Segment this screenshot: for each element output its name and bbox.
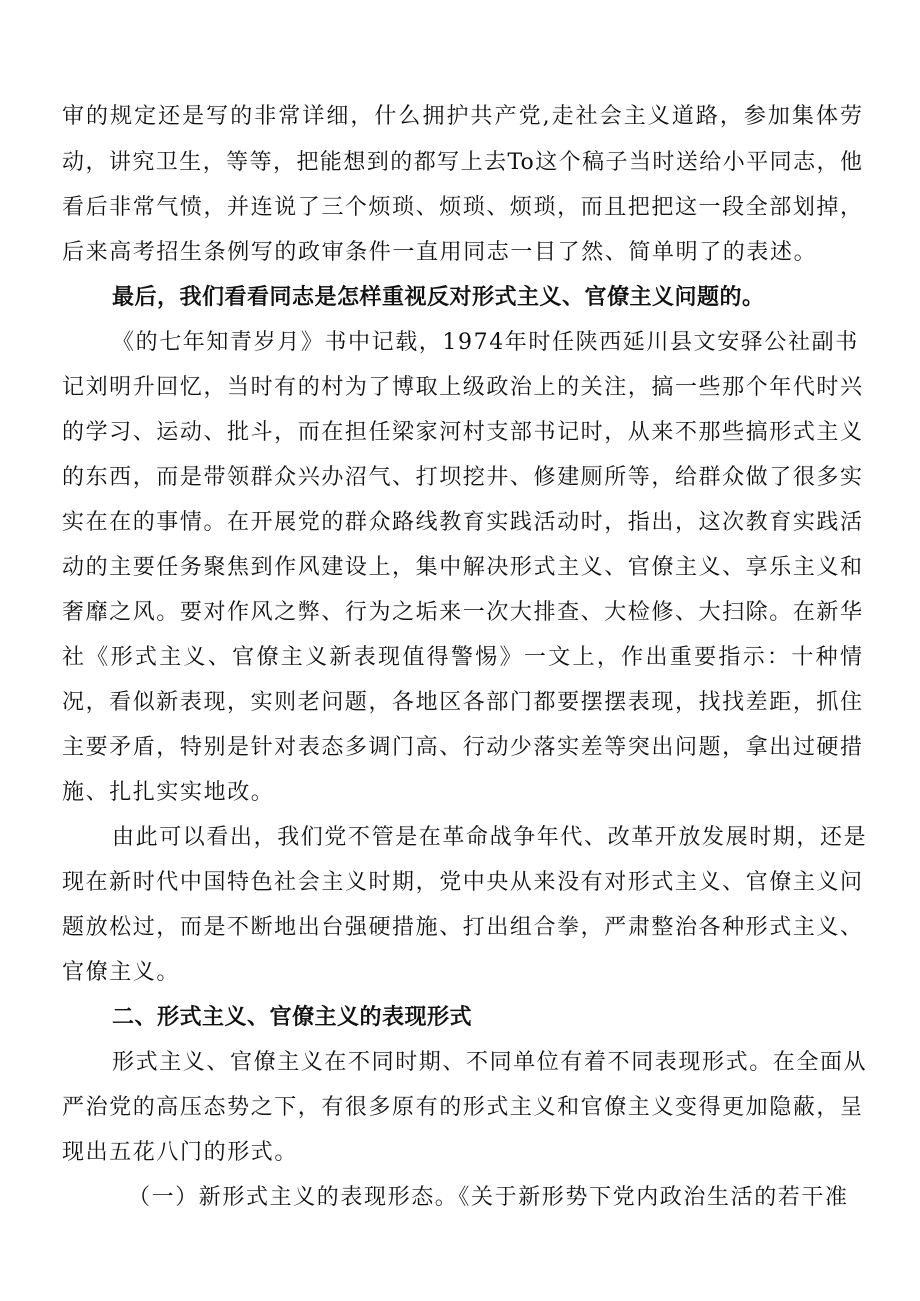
body-text-line: 况，看似新表现，实则老问题，各地区各部门都要摆摆表现，找找差距，抓住 [62, 690, 862, 715]
body-text-line: 审的规定还是写的非常详细，什么拥护共产党,走社会主义道路，参加集体劳 [62, 104, 862, 129]
subsection-line: （一）新形式主义的表现形态。《关于新形势下党内政治生活的若干准 [128, 1185, 849, 1210]
body-text-line: 官僚主义。 [62, 960, 181, 985]
body-text-line: 主要矛盾，特别是针对表态多调门高、行动少落实差等突出问题，拿出过硬措 [62, 735, 862, 760]
body-text-line: 现出五花八门的形式。 [62, 1140, 299, 1165]
body-text-line: 的东西，而是带领群众兴办沼气、打坝挖井、修建厕所等，给群众做了很多实 [62, 465, 862, 490]
body-text-line: 实在在的事情。在开展党的群众路线教育实践活动时，指出，这次教育实践活 [62, 510, 862, 535]
body-text-line: 后来高考招生条例写的政审条件一直用同志一目了然、简单明了的表述。 [62, 240, 818, 265]
body-text-line: 严治党的高压态势之下，有很多原有的形式主义和官僚主义变得更加隐蔽，呈 [62, 1095, 862, 1120]
body-text-line: 《的七年知青岁月》书中记载，1974年时任陕西延川县文安驿公社副书 [112, 330, 859, 355]
section-heading: 二、形式主义、官僚主义的表现形式 [112, 1005, 473, 1030]
body-text-line: 记刘明升回忆，当时有的村为了博取上级政治上的关注，搞一些那个年代时兴 [62, 375, 862, 400]
body-text-line: 现在新时代中国特色社会主义时期，党中央从来没有对形式主义、官僚主义问 [62, 870, 862, 895]
body-text-line: 奢靡之风。要对作风之弊、行为之垢来一次大排查、大检修、大扫除。在新华 [62, 600, 862, 625]
body-text-line: 社《形式主义、官僚主义新表现值得警惕》一文上，作出重要指示：十种情 [62, 645, 862, 670]
body-text-line: 施、扎扎实实地改。 [62, 780, 275, 805]
body-text-line: 看后非常气愤，并连说了三个烦琐、烦琐、烦琐，而且把把这一段全部划掉， [62, 195, 862, 220]
body-text-line: 由此可以看出，我们党不管是在革命战争年代、改革开放发展时期，还是 [112, 825, 868, 850]
body-text-line: 形式主义、官僚主义在不同时期、不同单位有着不同表现形式。在全面从 [112, 1050, 868, 1075]
body-text-line: 题放松过，而是不断地出台强硬措施、打出组合拳，严肃整治各种形式主义、 [62, 915, 862, 940]
body-text-line: 动的主要任务聚焦到作风建设上，集中解决形式主义、官僚主义、享乐主义和 [62, 555, 862, 580]
body-text-line: 的学习、运动、批斗，而在担任梁家河村支部书记时，从来不那些搞形式主义 [62, 420, 862, 445]
body-text-line: 动，讲究卫生，等等，把能想到的都写上去To这个稿子当时送给小平同志，他 [62, 150, 862, 175]
section-lead-heading: 最后，我们看看同志是怎样重视反对形式主义、官僚主义问题的。 [112, 285, 765, 310]
